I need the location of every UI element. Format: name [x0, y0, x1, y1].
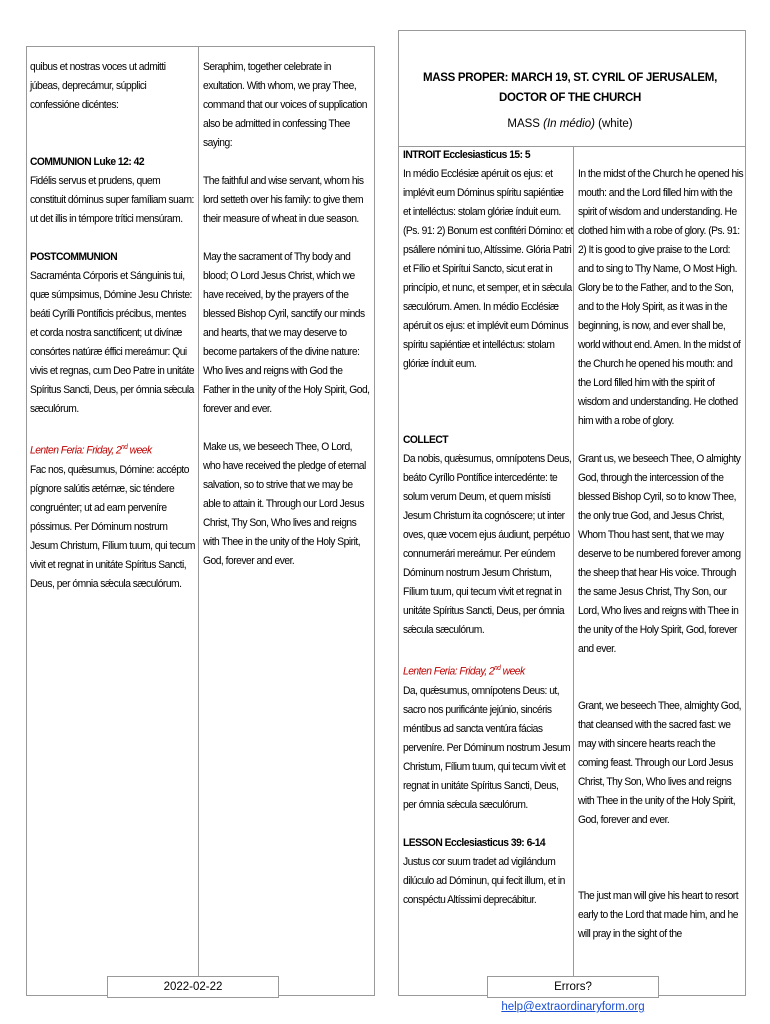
date-stamp: 2022-02-22	[163, 981, 223, 993]
postcommunion-heading: POSTCOMMUNION	[30, 251, 118, 263]
help-email-link[interactable]: help@extraordinaryform.org	[501, 1001, 645, 1013]
postcommunion-latin: Sacraménta Córporis et Sánguinis tui, quæ súmpsimus, Dómine Jesu Christe: beáti Cyrílli Pontíficis précibus, mentes et corda nostra sanctíficent; ut divínæ consórtes natúræ éffici mereámur: Qui vivis et regnas, cum Deo Patre in unitáte Spíritus Sancti, Deus, per ómnia sǽcula sæculórum.	[30, 270, 195, 415]
right-english-column	[578, 165, 746, 944]
preface-latin: quibus et nostras voces ut admitti júbeas, deprecámur, súpplici confessióne dicéntes:	[30, 61, 166, 111]
lenten-feria-heading: Lenten Feria: Friday, 2nd week	[30, 444, 152, 457]
introit-english: In the midst of the Church he opened his mouth: and the Lord filled him with the spirit of wisdom and understanding. He clothed him with a robe of glory. (Ps. 91: 2) It is good to give praise to the Lord: and to sing to Thy Name, O Most High. Glory be to the Father, and to the Son, and to the Holy Spirit, as it was in the beginning, is now, and ever shall be, world without end. Amen. In the midst of the Church he opened his mouth: and the Lord filled him with the spirit of wisdom and understanding. He clothed him with a robe of glory.	[578, 168, 744, 427]
communion-latin: Fidélis servus et prudens, quem constituit dóminus super famíliam suam: ut det illis in témpore trítici mensúram.	[30, 175, 194, 225]
lenten-feria-english-right: Grant, we beseech Thee, almighty God, that cleansed with the sacred fast: we may with sincere hearts reach the coming feast. Through our Lord Jesus Christ, Thy Son, Who lives and reigns with Thee in the unity of the Holy Spirit, God, forever and ever.	[578, 700, 742, 826]
errors-box	[487, 976, 659, 1013]
introit-heading: INTROIT Ecclesiasticus 15: 5	[403, 149, 531, 161]
introit-latin: In médio Ecclésiæ apéruit os ejus: et implévit eum Dóminus spíritu sapiéntiæ et intelléctus: stolam glóriæ índuit eum. (Ps. 91: 2) Bonum est confitéri Dómino: et psállere nómini tuo, Altíssime. Glória Patri et Fílio et Spirítui Sancto, sicut erat in princípio, et nunc, et semper, et in sǽcula sæculórum. Amen. In médio Ecclésiæ apéruit os ejus: et implévit eum Dóminus spíritu sapiéntiæ et intelléctus: stolam glóriæ índuit eum.	[403, 168, 573, 370]
left-english-column	[203, 58, 371, 571]
collect-english: Grant us, we beseech Thee, O almighty God, through the intercession of the blessed Bishop Cyril, so to know Thee, the only true God, and Jesus Christ, Whom Thou hast sent, that we may deserve to be numbered forever among the sheep that hear His voice. Through the same Jesus Christ, Thy Son, our Lord, Who lives and reigns with Thee in the unity of the Holy Spirit, God, forever and ever.	[578, 453, 741, 655]
lenten-feria-english: Make us, we beseech Thee, O Lord, who have received the pledge of eternal salvation, so to strive that we may be able to attain it. Through our Lord Jesus Christ, Thy Son, Who lives and reigns with Thee in the unity of the Holy Spirit, God, forever and ever.	[203, 441, 366, 567]
lenten-feria-latin-right: Da, quǽsumus, omnípotens Deus: ut, sacro nos purificánte jejúnio, sincéris méntibus ad sancta ventúra fácias perveníre. Per Dóminum nostrum Jesum Christum, Fílium tuum, qui tecum vivit et regnat in unitáte Spíritus Sancti, Deus, per ómnia sǽcula sæculórum.	[403, 684, 571, 811]
communion-english: The faithful and wise servant, whom his lord setteth over his family: to give them their measure of wheat in due season.	[203, 175, 364, 225]
lesson-heading: LESSON Ecclesiasticus 39: 6-14	[403, 836, 546, 849]
left-column-divider	[198, 46, 199, 996]
lenten-feria-heading-right: Lenten Feria: Friday, 2nd week	[403, 665, 525, 678]
lesson-english: The just man will give his heart to resort early to the Lord that made him, and he will pray in the sight of the	[578, 890, 739, 940]
communion-heading: COMMUNION Luke 12: 42	[30, 156, 145, 168]
collect-latin: Da nobis, quǽsumus, omnípotens Deus, beáto Cyríllo Pontífice intercedénte: te solum verum Deum, et quem misísti Jesum Christum ita cognóscere; ut inter oves, quæ vocem ejus áudiunt, perpétuo connumerári mereámur. Per eúndem Dóminum nostrum Jesum Christum, Fílium tuum, qui tecum vivit et regnat in unitáte Spíritus Sancti, Deus, per ómnia sǽcula sæculórum.	[403, 453, 572, 636]
preface-english: Seraphim, together celebrate in exultation. With whom, we pray Thee, command that our voices of supplication also be admitted in confessing Thee saying:	[203, 61, 367, 149]
left-latin-column	[30, 58, 196, 594]
errors-label: Errors?	[554, 981, 592, 993]
lenten-feria-latin: Fac nos, quǽsumus, Dómine: accépto pígnore salútis ætérnæ, sic téndere congruénter; ut ad eam perveníre póssimus. Per Dóminum nostrum Jesum Christum, Fílium tuum, qui tecum vivit et regnat in unitáte Spíritus Sancti, Deus, per ómnia sǽcula sæculórum.	[30, 463, 195, 590]
collect-heading: COLLECT	[403, 434, 449, 446]
lesson-latin: Justus cor suum tradet ad vigilándum dilúculo ad Dóminun, qui fecit illum, et in conspéctu Altíssimi deprecábitur.	[403, 855, 565, 906]
right-latin-column	[403, 146, 573, 910]
date-box	[107, 976, 279, 998]
postcommunion-english: May the sacrament of Thy body and blood; O Lord Jesus Christ, which we have received, by the prayers of the blessed Bishop Cyril, sanctify our minds and hearts, that we may deserve to become partakers of the divine nature: Who lives and reigns with God the Father in the unity of the Holy Spirit, God, forever and ever.	[203, 251, 370, 415]
mass-proper-title: MASS PROPER: MARCH 19, ST. CYRIL OF JERUSALEM, DOCTOR OF THE CHURCH	[423, 72, 717, 104]
mass-introit-line: MASS (In médio) (white)	[507, 118, 633, 130]
